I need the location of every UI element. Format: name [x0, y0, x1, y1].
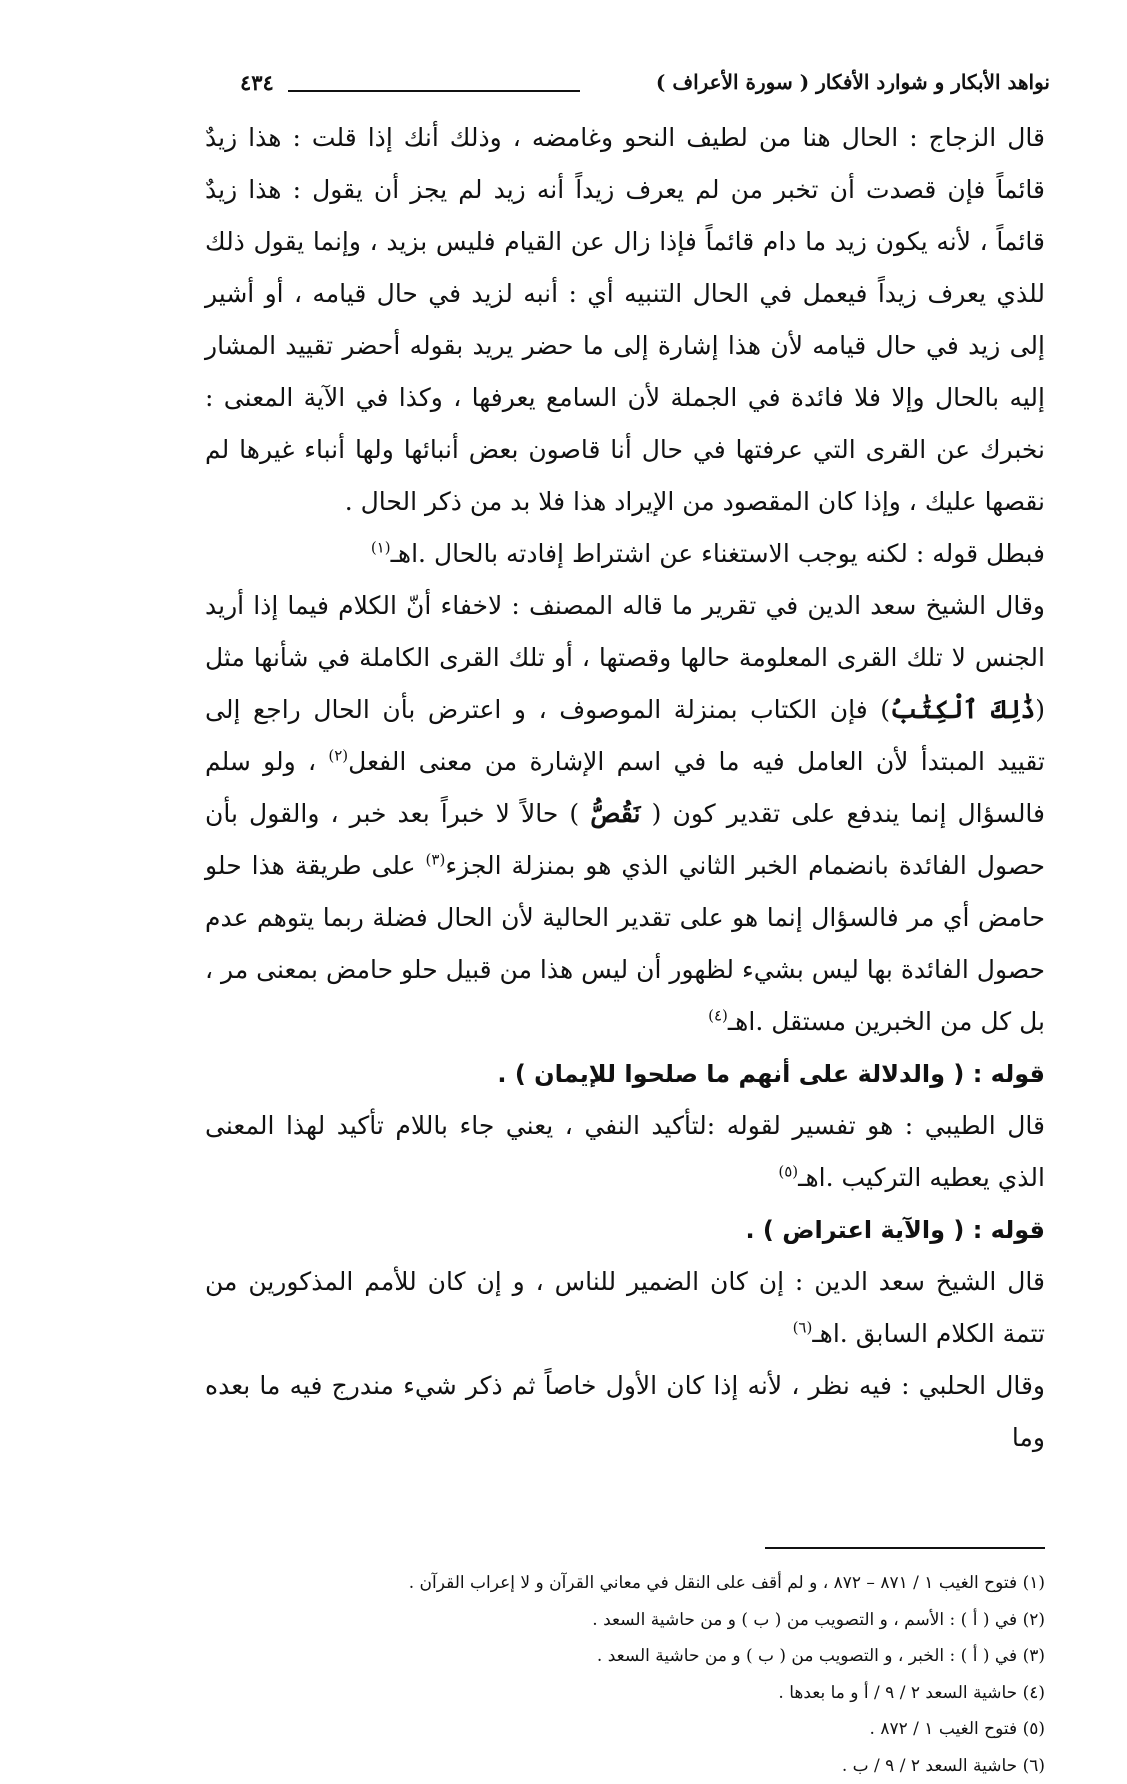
quran-citation: نَقُصُّ: [590, 799, 640, 828]
footnote-ref: (٥): [778, 1163, 798, 1181]
footnotes: [205, 1565, 1045, 1784]
page-number: ٤٣٤: [240, 70, 274, 95]
paragraph-text: على طريقة هذا حلو حامض أي مر فالسؤال إنما هو على تقدير الحالية لأن الحال فضلة ربما يتوهم عدم حصول الفائدة بها ليس بشيء لظهور أن ليس هذا من قبيل حلو حامض بمعنى مر ، بل كل من الخبرين مستقل .اهـ: [205, 851, 1045, 1036]
footnote-item: (٢) في ( أ ) : الأسم ، و التصويب من ( ب ) و من حاشية السعد .: [205, 1602, 1045, 1639]
paragraph-halabi: وقال الحلبي : فيه نظر ، لأنه إذا كان الأول خاصاً ثم ذكر شيء مندرج فيه ما بعده وما: [205, 1360, 1045, 1464]
footnote-ref: (٣): [426, 851, 446, 869]
paragraph-text: قال الطيبي : هو تفسير لقوله :لتأكيد النفي ، يعني جاء باللام تأكيد لهذا المعنى الذي يعطيه التركيب .اهـ: [205, 1111, 1045, 1192]
paragraph-saad-aldin-2: [205, 1256, 1045, 1360]
header-rule: [288, 90, 580, 92]
running-title: نواهد الأبكار و شوارد الأفكار ( سورة الأعراف ): [656, 70, 1050, 94]
paragraph-tibi: [205, 1100, 1045, 1204]
footnote-item: (٦) حاشية السعد ٢ / ٩ / ب .: [205, 1748, 1045, 1784]
footnote-item: (٤) حاشية السعد ٢ / ٩ / أ و ما بعدها .: [205, 1675, 1045, 1712]
paragraph-saad-aldin: [205, 580, 1045, 1048]
footnote-ref: (١): [371, 539, 391, 557]
footnote-item: (٥) فتوح الغيب ١ / ٨٧٢ .: [205, 1711, 1045, 1748]
main-text: [205, 112, 1045, 1464]
section-heading: قوله : ( والآية اعتراض ) .: [205, 1204, 1045, 1256]
paragraph-text: قال الشيخ سعد الدين : إن كان الضمير للناس ، و إن كان للأمم المذكورين من تتمة الكلام السابق .اهـ: [205, 1267, 1045, 1348]
footnote-item: (١) فتوح الغيب ١ / ٨٧١ – ٨٧٢ ، و لم أقف على النقل في معاني القرآن و لا إعراب القرآن .: [205, 1565, 1045, 1602]
paragraph-zajjaj: قال الزجاج : الحال هنا من لطيف النحو وغامضه ، وذلك أنك إذا قلت : هذا زيدٌ قائماً فإن قصدت أن تخبر من لم يعرف زيداً أنه زيد لم يجز أن يقول : هذا زيدٌ قائماً ، لأنه يكون زيد ما دام قائماً فإذا زال عن القيام فليس بزيد ، وإنما يقول ذلك للذي يعرف زيداً فيعمل في الحال التنبيه أي : أنبه لزيد في حال قيامه ، أو أشير إلى زيد في حال قيامه لأن هذا إشارة إلى ما حضر يريد بقوله أحضر تقييد المشار إليه بالحال وإلا فلا فائدة في الجملة لأن السامع يعرفها ، وكذا في الآية المعنى : نخبرك عن القرى التي عرفتها في حال أنا قاصون بعض أنبائها ولها أنباء غيرها لم نقصها عليك ، وإذا كان المقصود من الإيراد هذا فلا بد من ذكر الحال .: [205, 112, 1045, 528]
footnote-ref: (٤): [708, 1007, 728, 1025]
footnote-ref: (٢): [328, 747, 348, 765]
paragraph-text: فبطل قوله : لكنه يوجب الاستغناء عن اشتراط إفادته بالحال .اهـ: [391, 539, 1045, 568]
paragraph-text: ) حالاً لا خبراً بعد خبر ، والقول بأن حصول الفائدة بانضمام الخبر الثاني الذي هو بمنزلة الجزء: [205, 799, 1045, 880]
footnote-ref: (٦): [793, 1319, 813, 1337]
quran-citation: ذَٰلِكَ ٱلْكِتَٰبُ: [890, 695, 1035, 724]
paragraph-text: ، ولو سلم فالسؤال إنما يندفع على تقدير كون (: [205, 747, 1045, 828]
footnote-separator: [765, 1547, 1045, 1549]
footnote-item: (٣) في ( أ ) : الخبر ، و التصويب من ( ب ) و من حاشية السعد .: [205, 1638, 1045, 1675]
paragraph-text: ) فإن الكتاب بمنزلة الموصوف ، و اعترض بأن الحال راجع إلى تقييد المبتدأ لأن العامل فيه ما في اسم الإشارة من معنى الفعل: [205, 695, 1045, 776]
section-heading: قوله : ( والدلالة على أنهم ما صلحوا للإيمان ) .: [205, 1048, 1045, 1100]
paragraph-conclusion: [205, 528, 1045, 580]
page-header: [240, 70, 1050, 104]
paragraph-text: وقال الشيخ سعد الدين في تقرير ما قاله المصنف : لاخفاء أنّ الكلام فيما إذا أريد الجنس لا تلك القرى المعلومة حالها وقصتها ، أو تلك القرى الكاملة في شأنها مثل (: [205, 591, 1045, 724]
